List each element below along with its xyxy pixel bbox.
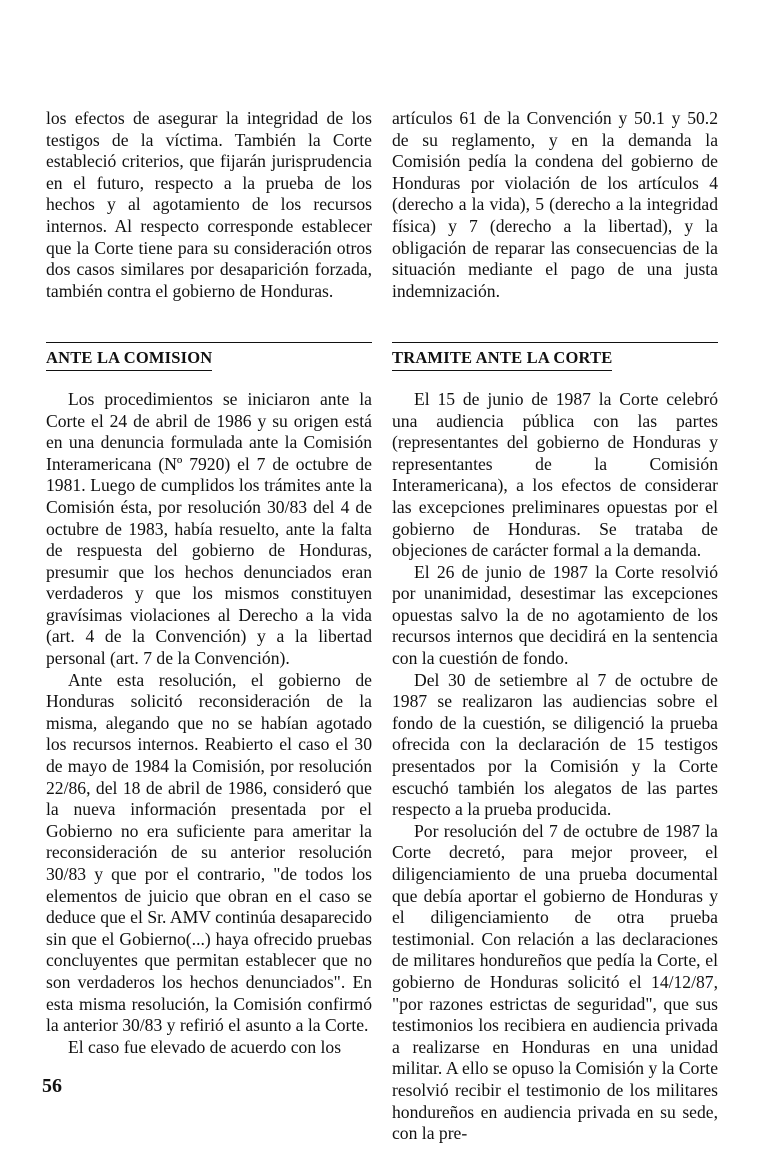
left-paragraph-4: El caso fue elevado de acuerdo con los bbox=[68, 1036, 342, 1057]
right-paragraph-1: artículos 61 de la Convención y 50.1 y 50.2 de su reglamento, y en la demanda la Comisión pedía la condena del gobierno de Honduras por violación de los artículos 4 (derecho a la vida), 5 (derecho a la integridad física) y 7 (derecho a la libertad), y la obligación de reparar las consecuencias de la situación mediante el pago de una justa indemnización. bbox=[392, 108, 718, 301]
page-number: 56 bbox=[42, 1075, 62, 1097]
right-paragraph-5: Por resolución del 7 de octubre de 1987 la Corte decretó, para mejor proveer, el diligenciamiento de una prueba documental que debía aportar el gobierno de Honduras y el diligenciamiento de otra prueba testimonial. Con relación a las declaraciones de militares hondureños que pedía la Corte, el gobierno de Honduras solicitó el 14/12/87, "por razones estrictas de seguridad", que sus testimonios los recibiera en audiencia privada a realizarse en Honduras en una unidad militar. A ello se opuso la Comisión y la Corte resolvió recibir el testimonio de los militares hondureños en audiencia privada en su sede, con la pre- bbox=[392, 820, 718, 1144]
left-paragraph-2: Los procedimientos se iniciaron ante la Corte el 24 de abril de 1986 y su origen está en una denuncia formulada ante la Comisión Interamericana (Nº 7920) el 7 de octubre de 1981. Luego de cumplidos los trámites ante la Comisión ésta, por resolución 30/83 del 4 de octubre de 1983, había resuelto, ante la falta de respuesta del gobierno de Honduras, presumir que los hechos denunciados eran verdaderos y que los mismos constituyen gravísimas violaciones al Derecho a la vida (art. 4 de la Convención) y a la libertad personal (art. 7 de la Convención). bbox=[46, 388, 372, 669]
right-paragraph-3: El 26 de junio de 1987 la Corte resolvió por unanimidad, desestimar las excepciones opuestas salvo la de no agotamiento de los recursos internos que decidirá en la sentencia con la cuestión de fondo. bbox=[392, 561, 718, 669]
left-paragraph-3: Ante esta resolución, el gobierno de Honduras solicitó reconsideración de la misma, alegando que no se habían agotado los recursos internos. Reabierto el caso el 30 de mayo de 1984 la Comisión, por resolución 22/86, del 18 de abril de 1986, consideró que la nueva información presentada por el Gobierno no era suficiente para ameritar la reconsideración de su anterior resolución 30/83 y que por el contrario, "de todos los elementos de juicio que obran en el caso se deduce que el Sr. AMV continúa desaparecido sin que el Gobierno(...) haya ofrecido pruebas concluyentes que permitan establecer que no son verdaderos los hechos denunciados". En esta misma resolución, la Comisión confirmó la anterior 30/83 y refirió el asunto a la Corte. bbox=[46, 669, 372, 1036]
left-column bbox=[46, 108, 372, 1058]
section-heading-ante-la-comision bbox=[46, 342, 372, 371]
section-heading-tramite-ante-la-corte bbox=[392, 342, 718, 371]
section-title: TRAMITE ANTE LA CORTE bbox=[392, 343, 612, 371]
left-paragraph-1: los efectos de asegurar la integridad de los testigos de la víctima. También la Corte estableció criterios, que fijarán jurisprudencia en el futuro, respecto a la prueba de los hechos y al agotamiento de los recursos internos. Al respecto corresponde establecer que la Corte tiene para su consideración otros dos casos similares por desaparición forzada, también contra el gobierno de Honduras. bbox=[46, 108, 372, 301]
right-paragraph-4: Del 30 de setiembre al 7 de octubre de 1987 se realizaron las audiencias sobre el fondo de la cuestión, se diligenció la prueba ofrecida con la declaración de 15 testigos presentados por la Comisión y la Corte escuchó también los alegatos de las partes respecto a la prueba producida. bbox=[392, 669, 718, 820]
right-column bbox=[392, 108, 718, 1145]
right-paragraph-2: El 15 de junio de 1987 la Corte celebró una audiencia pública con las partes (representantes del gobierno de Honduras y representantes de la Comisión Interamericana), a los efectos de considerar las excepciones preliminares opuestas por el gobierno de Honduras. Se trataba de objeciones de carácter formal a la demanda. bbox=[392, 388, 718, 561]
section-title: ANTE LA COMISION bbox=[46, 343, 212, 371]
